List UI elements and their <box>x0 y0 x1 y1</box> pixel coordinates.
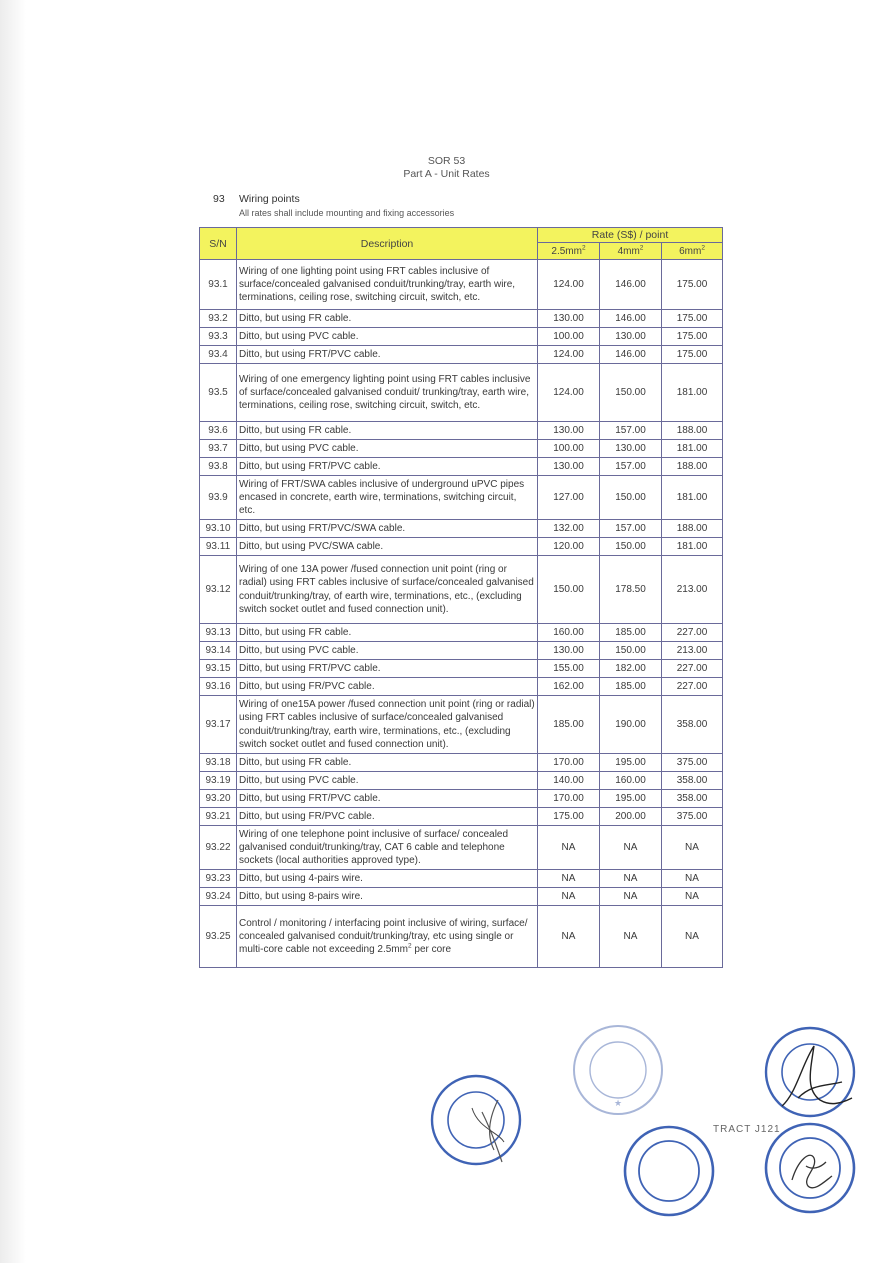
row-rate-6mm: 213.00 <box>662 556 723 624</box>
row-rate-6mm: 175.00 <box>662 328 723 346</box>
row-description: Ditto, but using FR cable. <box>237 624 538 642</box>
row-rate-2-5mm: 124.00 <box>538 260 600 310</box>
row-rate-4mm: 157.00 <box>600 520 662 538</box>
column-header-size-6mm: $6mm^2$ <box>662 243 723 260</box>
row-rate-4mm: 157.00 <box>600 422 662 440</box>
row-rate-6mm: 181.00 <box>662 364 723 422</box>
row-sn: 93.22 <box>200 826 237 870</box>
row-rate-2-5mm: 100.00 <box>538 328 600 346</box>
row-sn: 93.17 <box>200 696 237 754</box>
row-sn: 93.18 <box>200 754 237 772</box>
row-sn: 93.20 <box>200 790 237 808</box>
row-sn: 93.24 <box>200 888 237 906</box>
row-rate-6mm: NA <box>662 870 723 888</box>
row-rate-4mm: 178.50 <box>600 556 662 624</box>
column-header-size-4mm: $4mm^2$ <box>600 243 662 260</box>
table-row <box>200 808 723 826</box>
row-sn: 93.8 <box>200 458 237 476</box>
row-rate-6mm: NA <box>662 906 723 968</box>
section-subtitle: All rates shall include mounting and fixing accessories <box>239 208 455 218</box>
table-header-row <box>200 228 723 243</box>
bnl-stamp-with-signature <box>762 1024 860 1120</box>
table-row <box>200 364 723 422</box>
scan-edge-shade <box>0 0 26 1263</box>
table-row <box>200 754 723 772</box>
row-rate-2-5mm: 130.00 <box>538 310 600 328</box>
row-rate-4mm: 150.00 <box>600 364 662 422</box>
row-description: Ditto, but using PVC cable. <box>237 328 538 346</box>
row-rate-2-5mm: 140.00 <box>538 772 600 790</box>
lotte-engineering-stamp <box>621 1123 717 1219</box>
row-rate-2-5mm: 132.00 <box>538 520 600 538</box>
table-row <box>200 422 723 440</box>
row-rate-2-5mm: 130.00 <box>538 458 600 476</box>
row-description: Ditto, but using PVC cable. <box>237 440 538 458</box>
row-rate-6mm: NA <box>662 888 723 906</box>
row-rate-2-5mm: 130.00 <box>538 642 600 660</box>
row-sn: 93.12 <box>200 556 237 624</box>
column-header-rate: Rate (S$) / point <box>538 228 723 243</box>
section-title: Wiring points <box>239 193 300 205</box>
table-row <box>200 346 723 364</box>
row-rate-4mm: 146.00 <box>600 260 662 310</box>
row-description: Ditto, but using FRT/PVC cable. <box>237 346 538 364</box>
table-row <box>200 870 723 888</box>
column-header-description: Description <box>237 228 538 260</box>
row-rate-4mm: NA <box>600 870 662 888</box>
row-sn: 93.14 <box>200 642 237 660</box>
row-rate-4mm: 185.00 <box>600 624 662 642</box>
row-rate-6mm: 175.00 <box>662 346 723 364</box>
row-sn: 93.13 <box>200 624 237 642</box>
table-row <box>200 826 723 870</box>
row-sn: 93.7 <box>200 440 237 458</box>
row-sn: 93.1 <box>200 260 237 310</box>
row-rate-4mm: NA <box>600 826 662 870</box>
table-row <box>200 328 723 346</box>
row-rate-2-5mm: 124.00 <box>538 364 600 422</box>
row-rate-6mm: 227.00 <box>662 678 723 696</box>
unit-rates-table <box>199 227 723 968</box>
row-rate-6mm: 181.00 <box>662 476 723 520</box>
row-sn: 93.9 <box>200 476 237 520</box>
row-description: Ditto, but using PVC cable. <box>237 642 538 660</box>
row-rate-6mm: 227.00 <box>662 660 723 678</box>
row-sn: 93.19 <box>200 772 237 790</box>
table-row <box>200 260 723 310</box>
table-row <box>200 440 723 458</box>
row-description: Ditto, but using FRT/PVC cable. <box>237 458 538 476</box>
row-sn: 93.3 <box>200 328 237 346</box>
row-description: Wiring of FRT/SWA cables inclusive of underground uPVC pipes encased in concrete, earth wire, terminations, switching circuit, etc. <box>237 476 538 520</box>
table-row <box>200 888 723 906</box>
row-sn: 93.21 <box>200 808 237 826</box>
contract-reference-text: TRACT J121 <box>713 1124 781 1135</box>
bnl-engineering-stamp-faded <box>570 1022 666 1118</box>
row-rate-2-5mm: NA <box>538 826 600 870</box>
row-sn: 93.15 <box>200 660 237 678</box>
row-rate-4mm: 150.00 <box>600 642 662 660</box>
column-header-sn: S/N <box>200 228 237 260</box>
row-description: Ditto, but using FR/PVC cable. <box>237 808 538 826</box>
row-rate-6mm: 175.00 <box>662 260 723 310</box>
table-row <box>200 790 723 808</box>
row-rate-6mm: 375.00 <box>662 754 723 772</box>
row-rate-6mm: 181.00 <box>662 440 723 458</box>
table-row <box>200 458 723 476</box>
row-rate-6mm: 358.00 <box>662 790 723 808</box>
table-row <box>200 520 723 538</box>
row-rate-4mm: 195.00 <box>600 754 662 772</box>
row-rate-4mm: 157.00 <box>600 458 662 476</box>
table-row <box>200 642 723 660</box>
row-description: Ditto, but using FR cable. <box>237 422 538 440</box>
table-row <box>200 696 723 754</box>
row-rate-4mm: 160.00 <box>600 772 662 790</box>
row-description: Ditto, but using FRT/PVC cable. <box>237 790 538 808</box>
table-row <box>200 310 723 328</box>
svg-text:★: ★ <box>613 1099 623 1109</box>
row-rate-4mm: NA <box>600 906 662 968</box>
row-rate-6mm: NA <box>662 826 723 870</box>
table-row <box>200 538 723 556</box>
row-sn: 93.2 <box>200 310 237 328</box>
row-rate-4mm: NA <box>600 888 662 906</box>
row-description: Wiring of one15A power /fused connection unit point (ring or radial) using FRT cables inclusive of surface/concealed galvanised conduit/trunking/tray, earth wire, terminations, etc., (excluding switch socket outlet and fused connection unit). <box>237 696 538 754</box>
row-rate-2-5mm: 120.00 <box>538 538 600 556</box>
row-description: Wiring of one telephone point inclusive of surface/ concealed galvanised conduit/trunking/tray, CAT 6 cable and telephone sockets (local authorities approved type). <box>237 826 538 870</box>
row-rate-4mm: 146.00 <box>600 346 662 364</box>
section-number: 93 <box>213 193 225 205</box>
row-sn: 93.23 <box>200 870 237 888</box>
row-rate-6mm: 358.00 <box>662 772 723 790</box>
row-description: Ditto, but using FRT/PVC cable. <box>237 660 538 678</box>
row-rate-6mm: 175.00 <box>662 310 723 328</box>
row-rate-6mm: 227.00 <box>662 624 723 642</box>
row-rate-2-5mm: 127.00 <box>538 476 600 520</box>
row-rate-2-5mm: 130.00 <box>538 422 600 440</box>
row-rate-6mm: 375.00 <box>662 808 723 826</box>
row-rate-4mm: 150.00 <box>600 476 662 520</box>
table-row <box>200 678 723 696</box>
document-code: SOR 53 <box>427 155 466 167</box>
row-rate-2-5mm: 185.00 <box>538 696 600 754</box>
row-description: Ditto, but using 4-pairs wire. <box>237 870 538 888</box>
row-rate-2-5mm: 175.00 <box>538 808 600 826</box>
row-description: Ditto, but using 8-pairs wire. <box>237 888 538 906</box>
row-rate-4mm: 185.00 <box>600 678 662 696</box>
row-rate-6mm: 188.00 <box>662 458 723 476</box>
row-rate-4mm: 130.00 <box>600 328 662 346</box>
row-description: Ditto, but using FR cable. <box>237 310 538 328</box>
table-row <box>200 624 723 642</box>
row-description: Control / monitoring / interfacing point inclusive of wiring, surface/ concealed galvanised conduit/trunking/tray, etc using single or multi-core cable not exceeding $2.5mm^2$ per core <box>237 906 538 968</box>
row-rate-4mm: 150.00 <box>600 538 662 556</box>
row-rate-2-5mm: 155.00 <box>538 660 600 678</box>
row-description: Ditto, but using FR cable. <box>237 754 538 772</box>
row-rate-2-5mm: 160.00 <box>538 624 600 642</box>
row-description: Ditto, but using FRT/PVC/SWA cable. <box>237 520 538 538</box>
row-rate-2-5mm: NA <box>538 906 600 968</box>
row-rate-6mm: 188.00 <box>662 422 723 440</box>
row-rate-2-5mm: 162.00 <box>538 678 600 696</box>
row-rate-4mm: 200.00 <box>600 808 662 826</box>
table-row <box>200 660 723 678</box>
row-description: Wiring of one emergency lighting point using FRT cables inclusive of surface/concealed galvanised conduit/ trunking/tray, earth wire, terminations, ceiling rose, switching circuit, switch, etc. <box>237 364 538 422</box>
row-rate-6mm: 213.00 <box>662 642 723 660</box>
row-rate-2-5mm: 170.00 <box>538 790 600 808</box>
table-row <box>200 556 723 624</box>
row-rate-4mm: 182.00 <box>600 660 662 678</box>
row-sn: 93.4 <box>200 346 237 364</box>
row-sn: 93.16 <box>200 678 237 696</box>
row-sn: 93.25 <box>200 906 237 968</box>
row-rate-6mm: 181.00 <box>662 538 723 556</box>
row-sn: 93.10 <box>200 520 237 538</box>
row-rate-2-5mm: 150.00 <box>538 556 600 624</box>
row-rate-2-5mm: NA <box>538 888 600 906</box>
document-part-title: Part A - Unit Rates <box>403 168 490 180</box>
row-description: Ditto, but using PVC/SWA cable. <box>237 538 538 556</box>
row-sn: 93.6 <box>200 422 237 440</box>
row-description: Wiring of one lighting point using FRT cables inclusive of surface/concealed galvanised conduit/trunking/tray, earth wire, terminations, ceiling rose, switching circuit, switch, etc. <box>237 260 538 310</box>
row-rate-4mm: 146.00 <box>600 310 662 328</box>
table-row <box>200 476 723 520</box>
row-rate-6mm: 358.00 <box>662 696 723 754</box>
row-rate-2-5mm: 170.00 <box>538 754 600 772</box>
row-sn: 93.11 <box>200 538 237 556</box>
row-description: Ditto, but using PVC cable. <box>237 772 538 790</box>
row-rate-4mm: 130.00 <box>600 440 662 458</box>
row-rate-2-5mm: 100.00 <box>538 440 600 458</box>
table-row <box>200 772 723 790</box>
row-description: Ditto, but using FR/PVC cable. <box>237 678 538 696</box>
row-rate-6mm: 188.00 <box>662 520 723 538</box>
column-header-size-2-5mm: $2.5mm^2$ <box>538 243 600 260</box>
row-sn: 93.5 <box>200 364 237 422</box>
row-rate-4mm: 190.00 <box>600 696 662 754</box>
table-row <box>200 906 723 968</box>
row-rate-2-5mm: NA <box>538 870 600 888</box>
bnl-engineering-stamp-large <box>428 1072 524 1168</box>
row-rate-4mm: 195.00 <box>600 790 662 808</box>
row-rate-2-5mm: 124.00 <box>538 346 600 364</box>
row-description: Wiring of one 13A power /fused connection unit point (ring or radial) using FRT cables inclusive of surface/concealed galvanised conduit/trunking/tray, of earth wire, terminations, etc., (excluding switch socket outlet and fused connection unit). <box>237 556 538 624</box>
